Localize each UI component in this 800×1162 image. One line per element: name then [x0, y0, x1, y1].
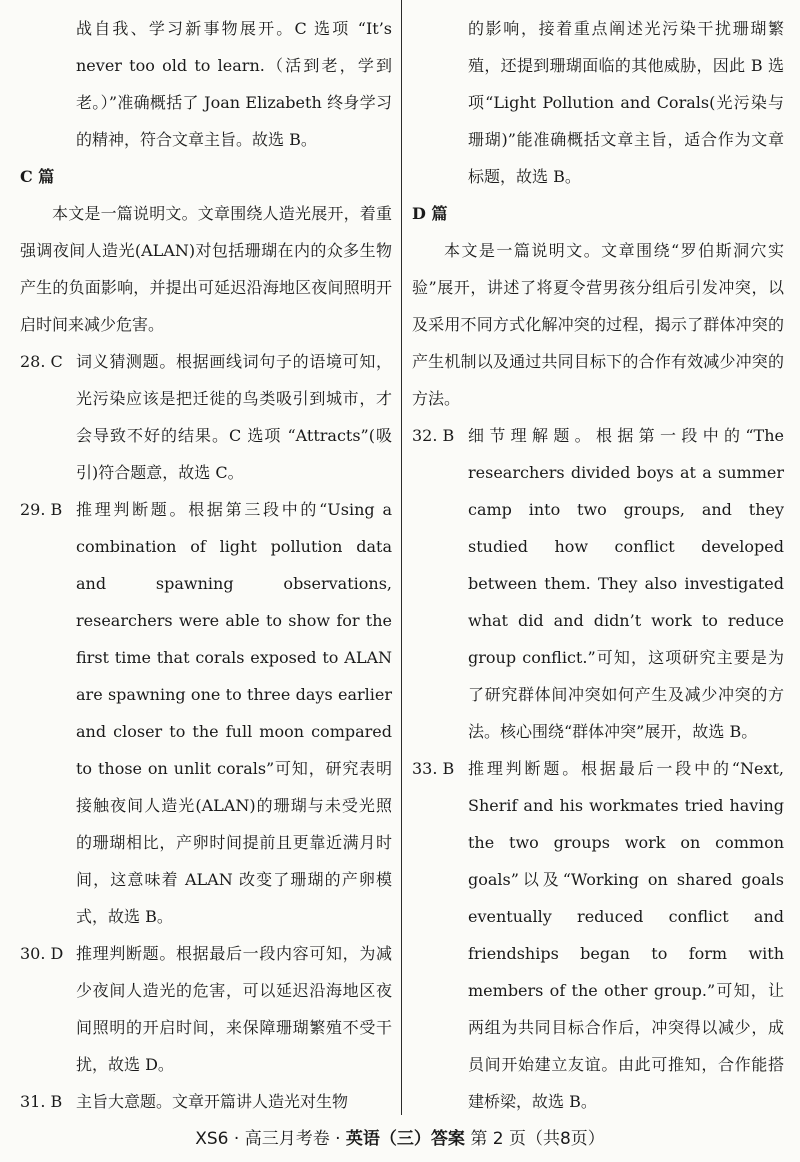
answer-explanation: 推理判断题。根据第三段中的“Using a combination of light pollution data and spawning observations, researchers were able to show for the first time that corals exposed to ALAN are spawning one to three days earlier and closer to the full moon compared to those on unlit corals”可知，研究表明接触夜间人造光(ALAN)的珊瑚与未受光照的珊瑚相比，产卵时间提前且更靠近满月时间，这意味着 ALAN 改变了珊瑚的产卵模式，故选 B。 — [76, 500, 392, 926]
answer-item-30 — [20, 935, 392, 1083]
right-continued-text: 的影响，接着重点阐述光污染干扰珊瑚繁殖，还提到珊瑚面临的其他威胁，因此 B 选项“Light Pollution and Corals(光污染与珊瑚)”能准确概括文章主旨，适合作为文章标题，故选 B。 — [468, 19, 784, 186]
section-d-intro: 本文是一篇说明文。文章围绕“罗伯斯洞穴实验”展开，讲述了将夏令营男孩分组后引发冲突，以及采用不同方式化解冲突的过程，揭示了群体冲突的产生机制以及通过共同目标下的合作有效减少冲突的方法。 — [412, 241, 784, 408]
answer-explanation: 主旨大意题。文章开篇讲人造光对生物 — [76, 1092, 349, 1111]
section-d-title: D 篇 — [412, 204, 448, 223]
answer-explanation: 细节理解题。根据第一段中的“The researchers divided boys at a summer camp into two groups, and they studied how conflict developed between them. They also investigated what did and didn’t work to reduce group conflict.”可知，这项研究主要是为了研究群体间冲突如何产生及减少冲突的方法。核心围绕“群体冲突”展开，故选 B。 — [468, 426, 784, 741]
page-footer — [0, 1124, 800, 1149]
answer-number: 28. C — [20, 352, 63, 371]
answer-item-28 — [20, 343, 392, 491]
section-c-intro: 本文是一篇说明文。文章围绕人造光展开，着重强调夜间人造光(ALAN)对包括珊瑚在内的众多生物产生的负面影响，并提出可延迟沿海地区夜间照明开启时间来减少危害。 — [20, 204, 392, 334]
answer-explanation: 推理判断题。根据最后一段中的“Next, Sherif and his workmates tried having the two groups work on common goals”以及“Working on shared goals eventually reduced conflict and friendships began to form with members of the other group.”可知，让两组为共同目标合作后，冲突得以减少，成员间开始建立友谊。由此可推知，合作能搭建桥梁，故选 B。 — [468, 759, 784, 1111]
answer-item-32 — [412, 417, 784, 750]
footer-prefix: XS6 · 高三月考卷 · — [195, 1129, 346, 1149]
right-column — [412, 10, 784, 1120]
section-c-title: C 篇 — [20, 167, 55, 186]
answer-number: 32. B — [412, 426, 455, 445]
left-column — [20, 10, 392, 1120]
left-continued-text: 战自我、学习新事物展开。C 选项 “It’s never too old to learn.（活到老，学到老。）”准确概括了 Joan Elizabeth 终身学习的精神，符合文章主旨。故选 B。 — [76, 19, 392, 149]
footer-page-number: 第 2 页（共8页） — [464, 1129, 605, 1149]
answer-explanation: 推理判断题。根据最后一段内容可知，为减少夜间人造光的危害，可以延迟沿海地区夜间照明的开启时间，来保障珊瑚繁殖不受干扰，故选 D。 — [76, 944, 392, 1074]
answer-number: 33. B — [412, 759, 455, 778]
answer-item-29 — [20, 491, 392, 935]
answer-number: 30. D — [20, 944, 64, 963]
column-divider — [401, 0, 402, 1115]
answer-item-31 — [20, 1083, 392, 1120]
answer-number: 29. B — [20, 500, 63, 519]
answer-explanation: 词义猜测题。根据画线词句子的语境可知，光污染应该是把迁徙的鸟类吸引到城市，才会导致不好的结果。C 选项 “Attracts”(吸引)符合题意，故选 C。 — [76, 352, 392, 482]
answer-number: 31. B — [20, 1092, 63, 1111]
answer-item-33 — [412, 750, 784, 1120]
footer-subject: 英语（三）答案 — [345, 1129, 465, 1149]
